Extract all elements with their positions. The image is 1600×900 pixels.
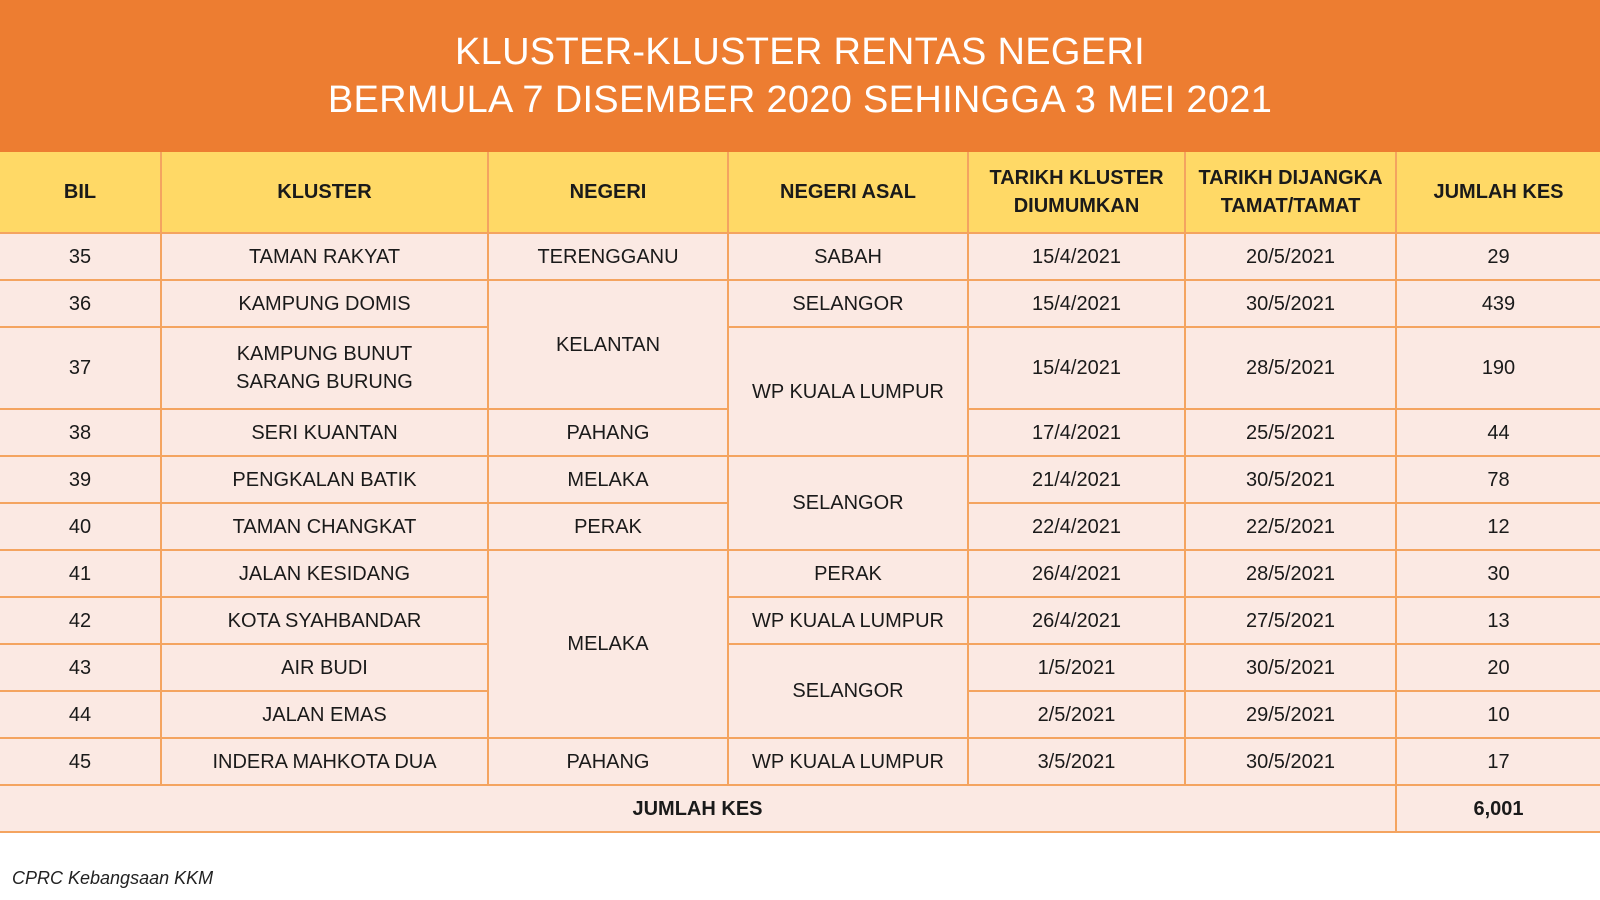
cell-negeri-asal: PERAK [728,550,968,597]
cell-kluster-line-1: KAMPUNG BUNUT [236,343,413,365]
cell-tamat: 30/5/2021 [1185,456,1396,503]
title-line-1: KLUSTER-KLUSTER RENTAS NEGERI [454,31,1145,73]
cell-negeri: MELAKA [488,550,728,738]
cell-negeri-asal: WP KUALA LUMPUR [728,738,968,785]
cell-kluster: TAMAN CHANGKAT [161,503,488,550]
table-row [0,280,1600,327]
cell-kes: 17 [1396,738,1600,785]
cell-tamat: 28/5/2021 [1185,327,1396,409]
cell-bil: 45 [0,738,161,785]
cell-bil: 40 [0,503,161,550]
total-value: 6,001 [1396,785,1600,832]
cell-diumumkan: 1/5/2021 [968,644,1185,691]
cell-kes: 30 [1396,550,1600,597]
source-note: CPRC Kebangsaan KKM [12,868,214,888]
cell-kluster: AIR BUDI [161,644,488,691]
cell-diumumkan: 26/4/2021 [968,550,1185,597]
cell-bil: 36 [0,280,161,327]
cell-bil: 38 [0,409,161,456]
cell-diumumkan: 3/5/2021 [968,738,1185,785]
cell-tamat: 22/5/2021 [1185,503,1396,550]
header-tarikh-diumumkan: TARIKH KLUSTER DIUMUMKAN [968,152,1185,233]
cell-kluster: SERI KUANTAN [161,409,488,456]
cell-negeri: KELANTAN [488,280,728,409]
cell-negeri: PAHANG [488,738,728,785]
header-bil: BIL [0,152,161,233]
cell-kluster: JALAN KESIDANG [161,550,488,597]
table-row [0,456,1600,503]
cell-tamat: 27/5/2021 [1185,597,1396,644]
cell-negeri: MELAKA [488,456,728,503]
total-label: JUMLAH KES [0,785,1396,832]
cell-negeri-asal: WP KUALA LUMPUR [728,327,968,456]
cell-diumumkan: 21/4/2021 [968,456,1185,503]
table-row [0,550,1600,597]
table-row [0,597,1600,644]
cell-negeri: TERENGGANU [488,233,728,280]
cell-tamat: 28/5/2021 [1185,550,1396,597]
cell-diumumkan: 17/4/2021 [968,409,1185,456]
cell-kes: 12 [1396,503,1600,550]
cell-tamat: 30/5/2021 [1185,738,1396,785]
cell-kes: 44 [1396,409,1600,456]
cell-kes: 29 [1396,233,1600,280]
cell-bil: 43 [0,644,161,691]
cell-tamat: 20/5/2021 [1185,233,1396,280]
table-row [0,738,1600,785]
cell-bil: 42 [0,597,161,644]
cell-tamat: 30/5/2021 [1185,644,1396,691]
header-kluster: KLUSTER [161,152,488,233]
cell-bil: 35 [0,233,161,280]
header-tarikh-tamat: TARIKH DIJANGKA TAMAT/TAMAT [1185,152,1396,233]
header-negeri: NEGERI [488,152,728,233]
total-row [0,785,1600,832]
cell-diumumkan: 26/4/2021 [968,597,1185,644]
cell-bil: 39 [0,456,161,503]
cell-kes: 13 [1396,597,1600,644]
cell-bil: 41 [0,550,161,597]
table-row [0,233,1600,280]
cell-negeri-asal: SELANGOR [728,456,968,550]
cell-tamat: 30/5/2021 [1185,280,1396,327]
cell-kes: 439 [1396,280,1600,327]
cell-kes: 78 [1396,456,1600,503]
cell-kluster: JALAN EMAS [161,691,488,738]
cell-negeri-asal: SABAH [728,233,968,280]
title-banner [0,0,1600,152]
cell-diumumkan: 2/5/2021 [968,691,1185,738]
cell-tamat: 29/5/2021 [1185,691,1396,738]
header-row [0,152,1600,233]
cell-kluster: KOTA SYAHBANDAR [161,597,488,644]
cell-kes: 20 [1396,644,1600,691]
cell-kluster: KAMPUNG DOMIS [161,280,488,327]
cell-diumumkan: 15/4/2021 [968,280,1185,327]
cell-kes: 190 [1396,327,1600,409]
cell-kes: 10 [1396,691,1600,738]
cell-negeri-asal: SELANGOR [728,280,968,327]
table-row [0,644,1600,691]
cell-negeri: PAHANG [488,409,728,456]
cell-negeri-asal: SELANGOR [728,644,968,738]
cell-kluster-line-2: SARANG BURUNG [236,371,413,393]
cell-bil: 37 [0,327,161,409]
cell-kluster: TAMAN RAKYAT [161,233,488,280]
cell-diumumkan: 22/4/2021 [968,503,1185,550]
cluster-table [0,152,1600,833]
header-jumlah-kes: JUMLAH KES [1396,152,1600,233]
cell-kluster: INDERA MAHKOTA DUA [161,738,488,785]
cell-negeri: PERAK [488,503,728,550]
cell-kluster [161,327,488,409]
header-negeri-asal: NEGERI ASAL [728,152,968,233]
cell-tamat: 25/5/2021 [1185,409,1396,456]
title-line-2: BERMULA 7 DISEMBER 2020 SEHINGGA 3 MEI 2021 [327,79,1273,121]
cell-kluster: PENGKALAN BATIK [161,456,488,503]
cell-negeri-asal: WP KUALA LUMPUR [728,597,968,644]
cell-diumumkan: 15/4/2021 [968,233,1185,280]
cell-diumumkan: 15/4/2021 [968,327,1185,409]
table-row [0,327,1600,409]
cell-bil: 44 [0,691,161,738]
